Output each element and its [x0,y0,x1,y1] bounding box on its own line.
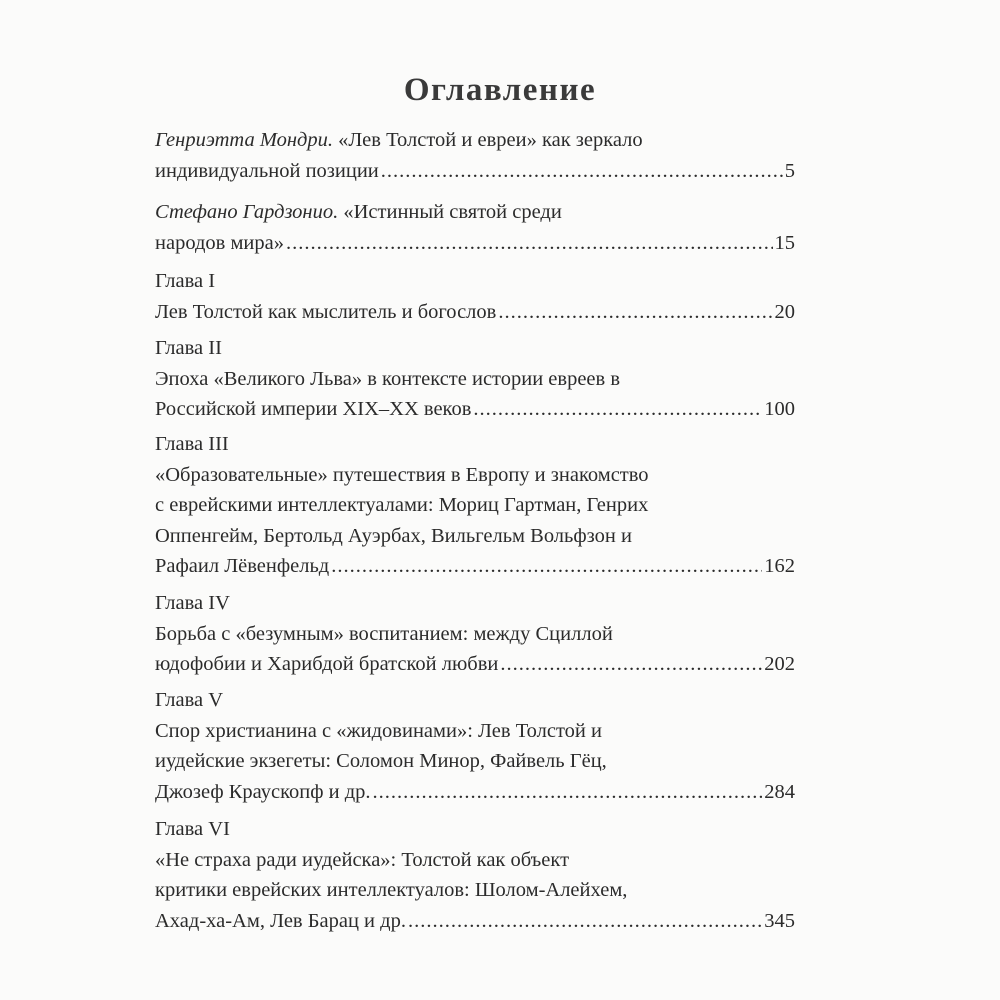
entry-text: с еврейскими интеллектуалами: Мориц Гартман, Генрих [155,494,649,516]
entry-text: «Образовательные» путешествия в Европу и знакомство [155,463,649,486]
entry-text: «Не страха ради иудейска»: Толстой как объект [155,848,570,871]
entry-text: Спор христианина с «жидовинами»: Лев Толстой и [155,719,602,742]
toc-entry [155,197,795,258]
page-number: 5 [784,159,795,182]
entry-author: Стефано Гардзонио. [155,201,339,223]
entry-text: «Истинный святой среди [343,201,562,223]
chapter-heading: Глава VI [155,818,230,840]
entry-text: «Лев Толстой и евреи» как зеркало [338,129,643,151]
entry-text: народов мира» [155,231,285,254]
dot-leader [373,777,763,808]
entry-text: юдофобии и Харибдой братской любви [155,653,499,675]
page-number: 345 [764,909,795,932]
dot-leader [473,394,762,425]
toc-entry [155,125,795,186]
dot-leader [500,649,762,680]
entry-author: Генриэтта Мондри. [155,129,334,151]
page-number: 162 [764,555,795,577]
entry-text: Джозеф Краускопф и др. [155,780,371,803]
chapter-heading: Глава III [155,433,229,455]
chapter-heading: Глава IV [155,592,230,614]
toc-entry [155,685,795,807]
entry-text: Оппенгейм, Бертольд Ауэрбах, Вильгельм Вольфзон и [155,524,632,547]
toc-entry [155,266,795,327]
entry-text: Борьба с «безумным» воспитанием: между Сциллой [155,622,613,645]
dot-leader [331,551,762,582]
page-number: 15 [774,231,795,254]
toc-entry [155,588,795,680]
entry-text: Рафаил Лёвенфельд [155,555,330,577]
entry-text: Эпоха «Великого Льва» в контексте истории евреев в [155,367,621,390]
entry-text: индивидуальной позиции [155,159,379,182]
toc-entry [155,429,795,582]
page-number: 100 [764,398,795,420]
entry-text: Лев Толстой как мыслитель и богослов [155,300,497,323]
dot-leader [498,297,772,328]
page-number: 202 [764,653,795,675]
entry-text: Ахад-ха-Ам, Лев Барац и др. [155,909,406,932]
chapter-heading: Глава II [155,337,222,359]
page-number: 20 [774,300,795,323]
chapter-heading: Глава I [155,270,216,292]
dot-leader [381,156,783,187]
dot-leader [286,228,772,259]
page-number: 284 [764,780,795,803]
dot-leader [408,906,762,937]
page-title: Оглавление [403,72,597,108]
entry-text: иудейские экзегеты: Соломон Минор, Файвель Гёц, [155,750,607,772]
toc-entry [155,333,795,425]
entry-text: критики еврейских интеллектуалов: Шолом-Алейхем, [155,879,628,901]
toc-entry [155,814,795,936]
entry-text: Российской империи XIX–XX веков [155,398,472,420]
chapter-heading: Глава V [155,689,224,711]
